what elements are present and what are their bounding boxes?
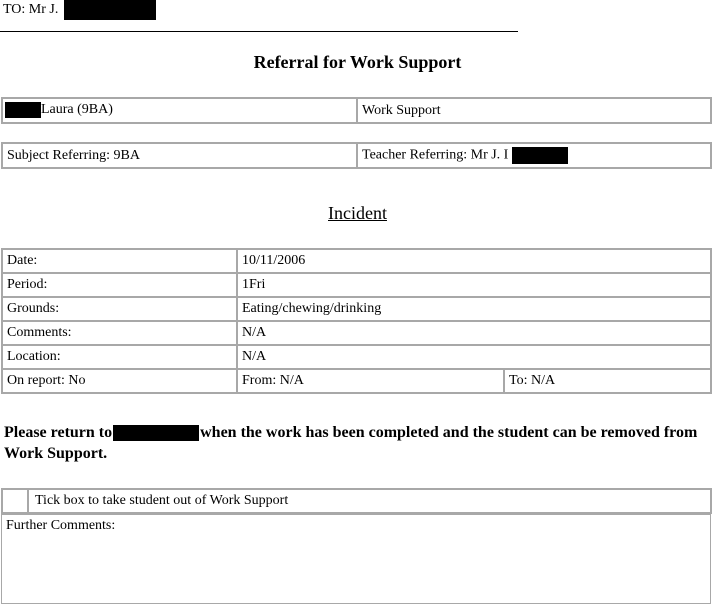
incident-table: [1, 248, 712, 394]
table-row: [2, 345, 711, 369]
student-table: [1, 97, 712, 124]
return-notice: [4, 422, 704, 464]
page-title: Referral for Work Support: [253, 52, 462, 72]
report-from-cell: From: N/A: [237, 369, 504, 393]
recipient-label: TO: Mr J.: [3, 2, 59, 18]
notice-text-start: Please return to: [4, 424, 113, 441]
incident-value: N/A: [237, 321, 711, 345]
redacted-student-surname: [5, 102, 41, 118]
support-type-cell: Work Support: [357, 98, 711, 123]
redacted-recipient-name: [64, 0, 156, 20]
table-row: [2, 321, 711, 345]
table-row: [2, 297, 711, 321]
header-divider: [0, 31, 518, 32]
checkbox-label: Tick box to take student out of Work Support: [28, 489, 711, 513]
incident-label: Period:: [2, 273, 237, 297]
redacted-return-name: [113, 425, 199, 441]
student-name-cell: [2, 98, 357, 123]
referral-source-table: [1, 142, 712, 169]
table-row: [2, 369, 711, 393]
report-to-cell: To: N/A: [504, 369, 711, 393]
subject-referring-cell: Subject Referring: 9BA: [2, 143, 357, 168]
incident-label: Date:: [2, 249, 237, 273]
student-name: Laura (9BA): [41, 102, 113, 118]
teacher-referring: Teacher Referring: Mr J. I: [362, 147, 509, 163]
remove-from-support-checkbox[interactable]: [2, 489, 28, 513]
notice-text-end: when the work has been completed and the student can be removed from Work Support.: [4, 424, 698, 462]
table-row: [2, 249, 711, 273]
incident-value: Eating/chewing/drinking: [237, 297, 711, 321]
recipient-line: [3, 0, 156, 20]
further-comments-box[interactable]: [1, 514, 711, 604]
teacher-referring-cell: [357, 143, 711, 168]
incident-label: Comments:: [2, 321, 237, 345]
incident-value: N/A: [237, 345, 711, 369]
incident-label: Grounds:: [2, 297, 237, 321]
checkbox-table: [1, 488, 712, 514]
redacted-teacher-surname: [512, 147, 568, 164]
incident-label: Location:: [2, 345, 237, 369]
incident-heading: Incident: [328, 203, 387, 223]
further-comments-label: Further Comments:: [6, 518, 116, 533]
table-row: [2, 273, 711, 297]
incident-value: 1Fri: [237, 273, 711, 297]
incident-value: 10/11/2006: [237, 249, 711, 273]
on-report-cell: On report: No: [2, 369, 237, 393]
